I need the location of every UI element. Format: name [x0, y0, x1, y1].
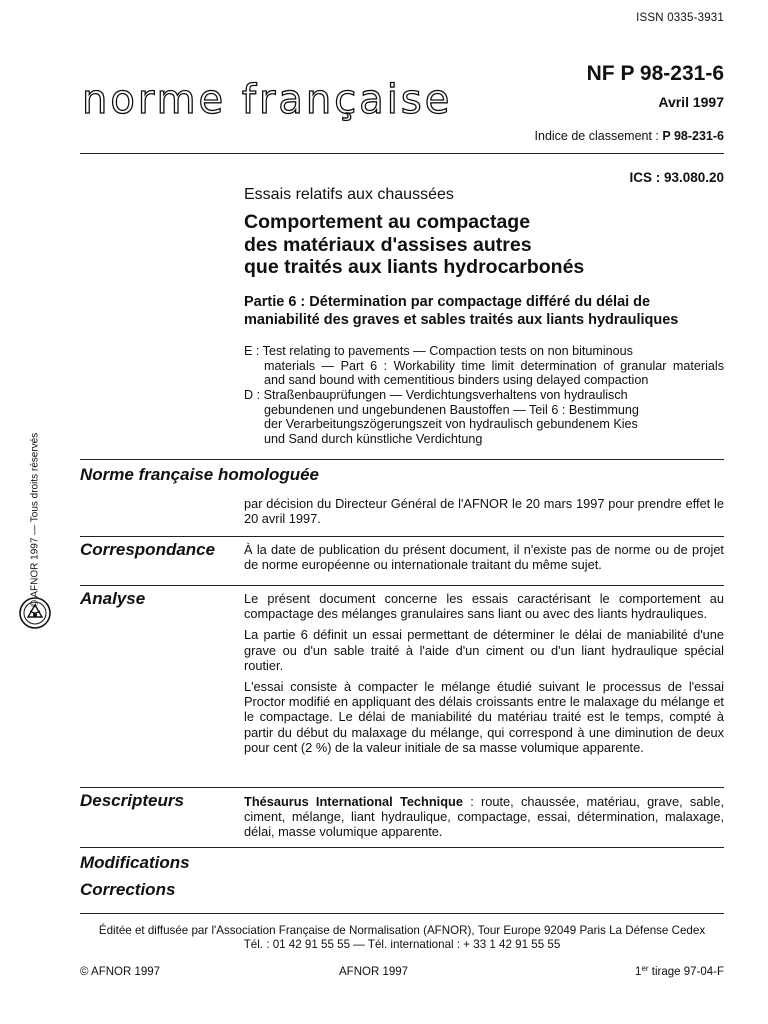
- section-label-analyse: Analyse: [80, 589, 146, 608]
- section-label-homologuee: Norme française homologuée: [80, 465, 320, 484]
- section-label-correspondance: Correspondance: [80, 540, 216, 559]
- section-divider: [80, 459, 724, 460]
- footer-tirage: [635, 964, 724, 978]
- translation-line: E : Test relating to pavements — Compaction tests on non bituminous: [244, 344, 633, 358]
- title-line: Comportement au compactage: [244, 211, 531, 233]
- translation-line: der Verarbeitungszögerungszeit von hydraulisch gebundenem Kies: [264, 417, 638, 432]
- publisher-line: Éditée et diffusée par l'Association Française de Normalisation (AFNOR), Tour Europe 92049 Paris La Défense Cedex: [98, 924, 706, 937]
- section-divider: [80, 536, 724, 537]
- header-divider: [80, 153, 724, 154]
- analyse-paragraph: L'essai consiste à compacter le mélange étudié suivant le processus de l'essai Proctor modifié en appliquant des délais croissants entre le malaxage du mélange et le compactage. Le délai de maniabilité du matériau traité est le temps, compté à partir du début du malaxage du mélange, qui correspond à une diminution de deux pour cent (2 %) de la valeur initiale de sa masse volumique apparente.: [244, 679, 724, 755]
- descripteurs-terms: : route, chaussée, matériau, grave, sable, ciment, mélange, liant hydraulique, compactage, essai, détermination, malaxage, délai, masse volumique apparente.: [244, 794, 725, 840]
- footer-copyright: © AFNOR 1997: [80, 966, 161, 978]
- afnor-seal-icon: [18, 596, 52, 630]
- translation-line: D : Straßenbauprüfungen — Verdichtungsverhaltens von hydraulisch: [244, 388, 628, 402]
- section-body-analyse: [244, 591, 724, 761]
- subject-heading: Essais relatifs aux chaussées: [244, 186, 454, 203]
- section-body-correspondance: [244, 542, 724, 578]
- section-divider: [80, 787, 724, 788]
- section-label-modifications: Modifications: [80, 853, 190, 872]
- indice-classement: [535, 129, 724, 143]
- ics-code: ICS : 93.080.20: [629, 170, 724, 185]
- homologuee-text: par décision du Directeur Général de l'AFNOR le 20 mars 1997 pour prendre effet le 20 avril 1997.: [244, 496, 724, 527]
- section-label-descripteurs: Descripteurs: [80, 791, 184, 810]
- standard-number: NF P 98-231-6: [586, 62, 724, 85]
- title-line: des matériaux d'assises autres: [244, 233, 532, 256]
- sidebar-copyright: © AFNOR 1997 — Tous droits réservés: [29, 432, 41, 608]
- standard-date: Avril 1997: [658, 94, 724, 110]
- document-title: [244, 211, 714, 279]
- tirage-code: tirage 97-04-F: [648, 966, 724, 978]
- tirage-number: 1: [635, 966, 642, 978]
- tirage-superscript: er: [641, 964, 649, 973]
- footer-publisher: AFNOR 1997: [339, 966, 409, 978]
- translation-line: gebundenen und ungebundenen Baustoffen — Teil 6 : Bestimmung: [264, 402, 639, 417]
- section-body-homologuee: [244, 496, 724, 532]
- translation-line: und Sand durch künstliche Verdichtung: [264, 431, 483, 446]
- footer-divider: [80, 913, 724, 914]
- title-line: que traités aux liants hydrocarbonés: [244, 256, 585, 278]
- publisher-phone-line: Tél. : 01 42 91 55 55 — Tél. international : + 33 1 42 91 55 55: [243, 938, 561, 951]
- publisher-info: [80, 924, 724, 952]
- correspondance-text: À la date de publication du présent document, il n'existe pas de norme ou de projet de norme européenne ou internationale traitant du même sujet.: [244, 542, 724, 573]
- part-title: [244, 294, 724, 329]
- translation-line: and sand bound with cementitious binders using delayed compaction: [264, 373, 649, 388]
- german-translation: [244, 388, 724, 446]
- descripteurs-text: [244, 794, 724, 840]
- thesaurus-label: Thésaurus International Technique: [244, 794, 463, 809]
- section-label-corrections: Corrections: [80, 880, 176, 899]
- indice-label: Indice de classement :: [534, 129, 659, 143]
- translation-line: materials — Part 6 : Workability time limit determination of granular materials: [264, 358, 724, 373]
- indice-value: P 98-231-6: [662, 129, 724, 143]
- english-translation: [244, 344, 724, 388]
- brand-title: norme française: [82, 77, 453, 123]
- analyse-paragraph: La partie 6 définit un essai permettant de déterminer le délai de maniabilité d'une grave ou d'un sable traité à l'aide d'un ciment ou d'un liant hydraulique spécial routier.: [244, 627, 724, 673]
- section-divider: [80, 585, 724, 586]
- part-title-line: maniabilité des graves et sables traités aux liants hydrauliques: [244, 311, 679, 328]
- analyse-paragraph: Le présent document concerne les essais caractérisant le comportement au compactage des mélanges granulaires sans liant ou avec des liants hydrauliques.: [244, 591, 724, 622]
- section-divider: [80, 847, 724, 848]
- part-title-line: Partie 6 : Détermination par compactage différé du délai de: [244, 294, 651, 310]
- section-body-descripteurs: [244, 794, 724, 846]
- issn-number: ISSN 0335-3931: [636, 12, 724, 24]
